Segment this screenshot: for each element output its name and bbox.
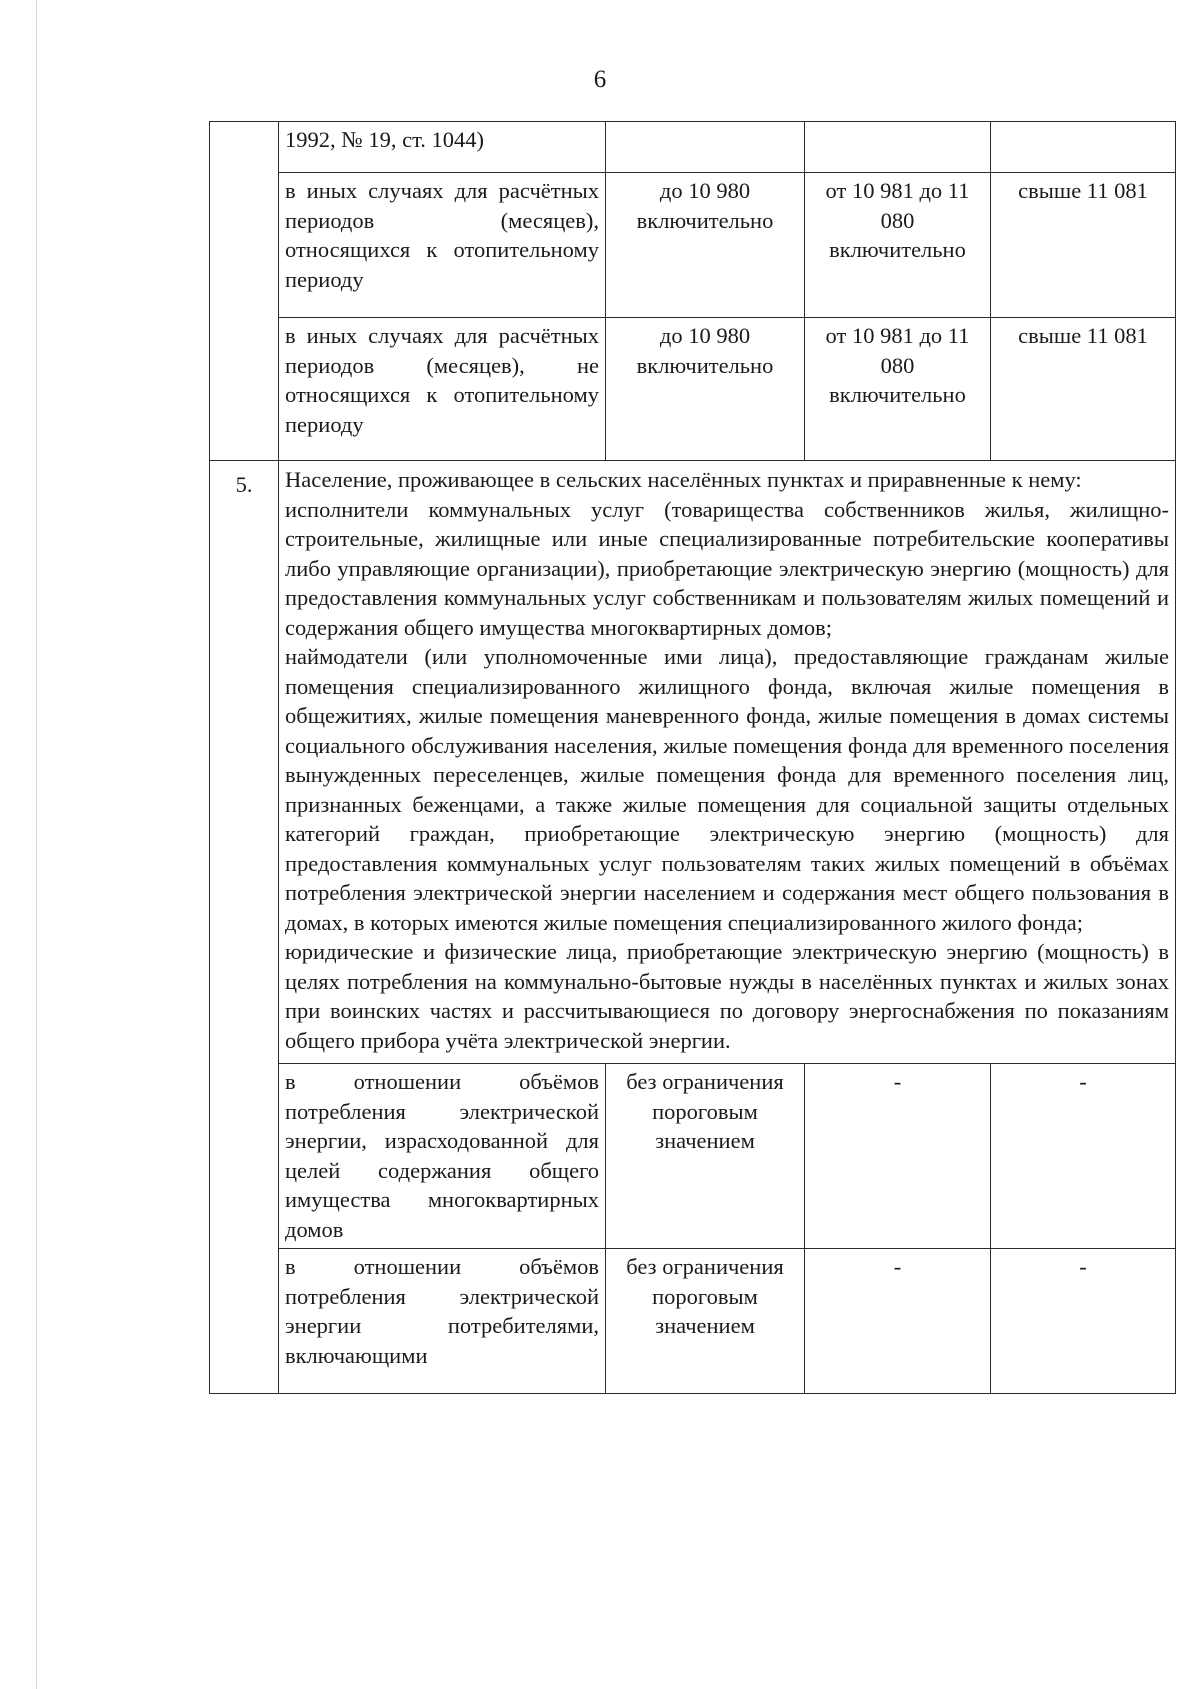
threshold-cell-3: свыше 11 081 [991,173,1176,318]
threshold-cell-3: - [991,1064,1176,1249]
table-row [210,318,1176,461]
table-row [210,1249,1176,1394]
threshold-cell-3: свыше 11 081 [991,318,1176,461]
table-row [210,173,1176,318]
description-cell: в иных случаях для расчётных периодов (месяцев), относящихся к отопительному периоду [279,173,606,318]
table-row [210,1064,1176,1249]
tariff-table [209,121,1176,1394]
threshold-cell-3 [991,122,1176,173]
row-number-cell: 5. [210,461,279,1394]
page-number: 6 [593,66,607,93]
description-cell: 1992, № 19, ст. 1044) [279,122,606,173]
description-cell: в отношении объёмов потребления электрической энергии, израсходованной для целей содержания общего имущества многоквартирных домов [279,1064,606,1249]
threshold-cell-2: от 10 981 до 11 080 включительно [805,173,991,318]
description-cell: в отношении объёмов потребления электрической энергии потребителями, включающими [279,1249,606,1394]
threshold-cell-2: от 10 981 до 11 080 включительно [805,318,991,461]
table-row [210,122,1176,173]
threshold-cell-1: без ограничения пороговым значением [606,1064,805,1249]
threshold-cell-3: - [991,1249,1176,1394]
threshold-cell-1 [606,122,805,173]
threshold-cell-1: до 10 980 включительно [606,173,805,318]
row-number-cell [210,122,279,461]
paragraph: Население, проживающее в сельских населённых пунктах и приравненные к нему: [285,467,1082,492]
paragraph: юридические и физические лица, приобретающие электрическую энергию (мощность) в целях потребления на коммунально-бытовые нужды в населённых пунктах и жилых зонах при воинских частях и рассчитывающиеся по договору энергоснабжения по показаниям общего прибора учёта электрической энергии. [285,939,1169,1053]
section-5-header-row [210,461,1176,1064]
scan-edge-line [36,0,37,1689]
threshold-cell-1: до 10 980 включительно [606,318,805,461]
section-5-description [279,461,1176,1064]
threshold-cell-2: - [805,1249,991,1394]
threshold-cell-1: без ограничения пороговым значением [606,1249,805,1394]
description-cell: в иных случаях для расчётных периодов (месяцев), не относящихся к отопительному периоду [279,318,606,461]
threshold-cell-2: - [805,1064,991,1249]
paragraph: наймодатели (или уполномоченные ими лица), предоставляющие гражданам жилые помещения специализированного жилищного фонда, включая жилые помещения в общежитиях, жилые помещения маневренного фонда, жилые помещения в домах системы социального обслуживания населения, жилые помещения фонда для временного поселения вынужденных переселенцев, жилые помещения фонда для временного поселения лиц, признанных беженцами, а также жилые помещения для социальной защиты отдельных категорий граждан, приобретающие электрическую энергию (мощность) для предоставления коммунальных услуг пользователям таких жилых помещений в объёмах потребления электрической энергии населением и содержания мест общего пользования в домах, в которых имеются жилые помещения специализированного жилого фонда; [285,644,1169,935]
paragraph: исполнители коммунальных услуг (товарищества собственников жилья, жилищно-строительные, жилищные или иные специализированные потребительские кооперативы либо управляющие организации), приобретающие электрическую энергию (мощность) для предоставления коммунальных услуг собственникам и пользователям жилых помещений и содержания общего имущества многоквартирных домов; [285,496,1169,640]
threshold-cell-2 [805,122,991,173]
